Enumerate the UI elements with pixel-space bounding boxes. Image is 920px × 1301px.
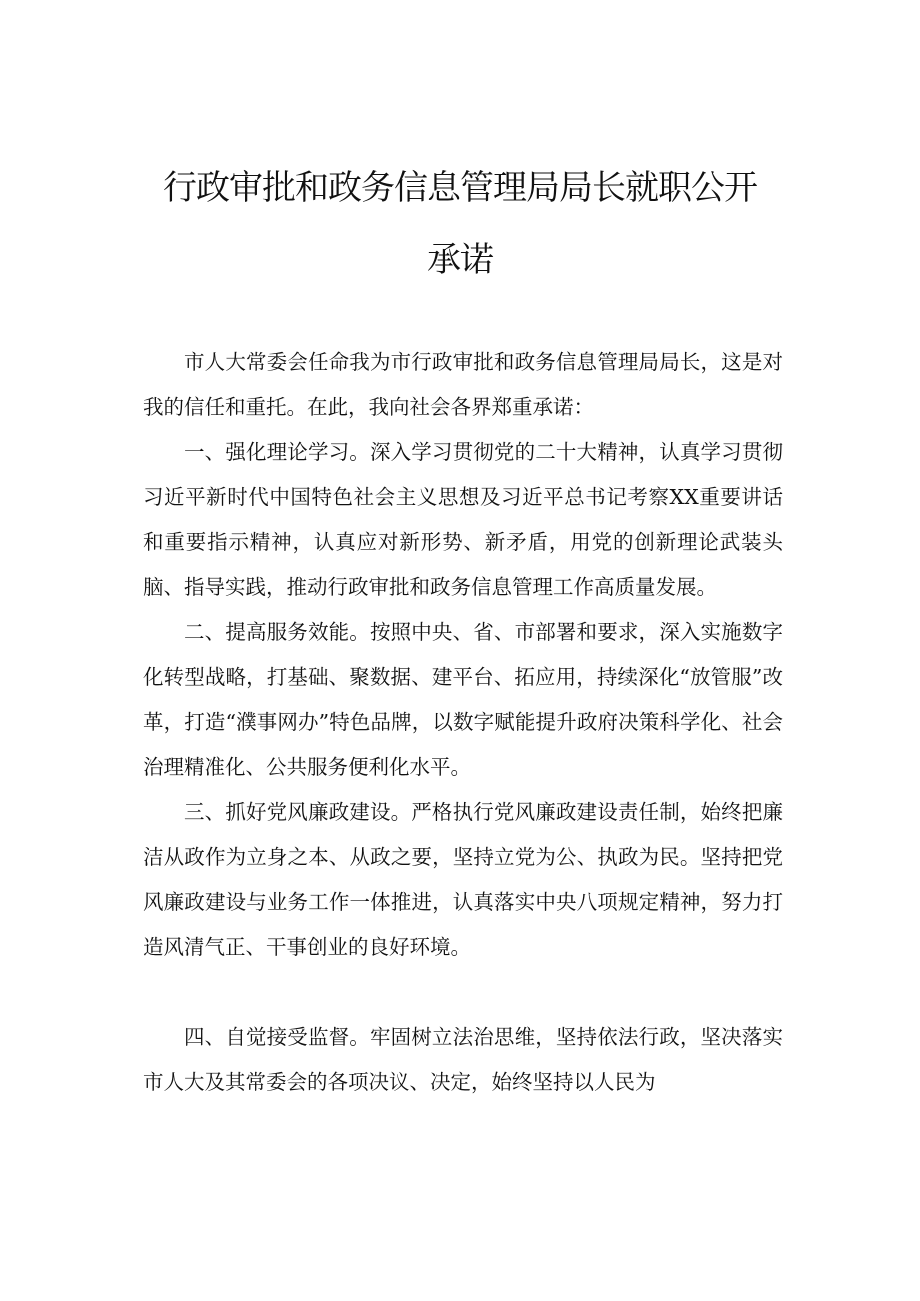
paragraph-theory-study: 一、强化理论学习。深入学习贯彻党的二十大精神，认真学习贯彻习近平新时代中国特色社会主义思想及习近平总书记考察XX重要讲话和重要指示精神，认真应对新形势、新矛盾，用党的创新理论武装头脑、指导实践，推动行政审批和政务信息管理工作高质量发展。	[143, 440, 783, 599]
paragraph-supervision: 四、自觉接受监督。牢固树立法治思维，坚持依法行政，坚决落实市人大及其常委会的各项决议、决定，始终坚持以人民为	[143, 1025, 783, 1094]
paragraph-intro: 市人大常委会任命我为市行政审批和政务信息管理局局长，这是对我的信任和重托。在此，我向社会各界郑重承诺：	[143, 350, 783, 419]
document-title-line-1: 行政审批和政务信息管理局局长就职公开	[163, 168, 757, 208]
paragraph-integrity: 三、抓好党风廉政建设。严格执行党风廉政建设责任制，始终把廉洁从政作为立身之本、从政之要，坚持立党为公、执政为民。坚持把党风廉政建设与业务工作一体推进，认真落实中央八项规定精神，努力打造风清气正、干事创业的良好环境。	[143, 800, 783, 959]
document-body-continued	[143, 1015, 783, 1105]
document-title-line-2: 承诺	[427, 240, 493, 280]
document-body	[143, 340, 783, 970]
paragraph-service-efficiency: 二、提高服务效能。按照中央、省、市部署和要求，深入实施数字化转型战略，打基础、聚数据、建平台、拓应用，持续深化“放管服”改革，打造“濮事网办”特色品牌，以数字赋能提升政府决策科学化、社会治理精准化、公共服务便利化水平。	[143, 620, 783, 779]
